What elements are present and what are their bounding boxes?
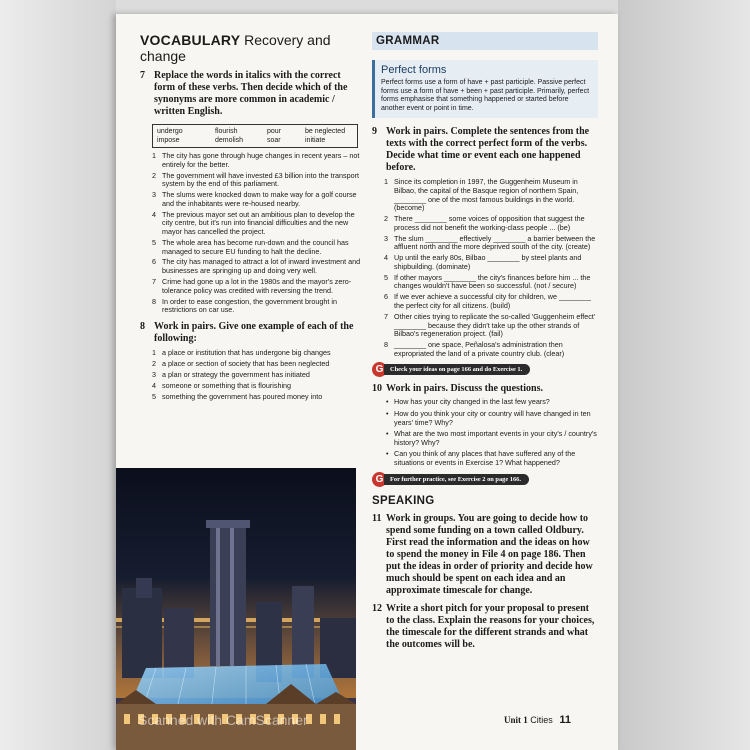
exercise-9 — [372, 126, 598, 174]
page-gutter-left — [0, 0, 116, 750]
word-box-item: initiate — [305, 137, 326, 144]
word-box-item: impose — [157, 137, 180, 144]
exercise-7-items — [152, 152, 362, 315]
list-item: • What are the two most important events in your city's / country's history? Why? — [386, 429, 597, 447]
list-item: 3 The slum ________ effectively ________ a barrier between the affluent north and the more deprived south of the city. (create) — [384, 233, 596, 252]
exercise-instruction: Work in pairs. Complete the sentences from the texts with the correct perfect form of the verbs. Decide what time or event each one happened before. — [386, 126, 590, 174]
vocabulary-subtitle: Recovery and change — [140, 32, 331, 64]
list-item: • How has your city changed in the last few years? — [386, 397, 550, 407]
list-item: 1 a place or institution that has undergone big changes — [152, 347, 331, 357]
word-box-item: demolish — [215, 137, 244, 144]
page-number: 11 — [559, 714, 571, 726]
grammar-reference-text: Check your ideas on page 166 and do Exercise 1. — [384, 364, 530, 375]
exercise-number: 8 — [140, 320, 145, 332]
word-box-item: flourish — [215, 128, 238, 135]
vocabulary-title: VOCABULARY — [140, 32, 241, 48]
list-item: 2 The government will have invested £3 billion into the transport system by the end of this parliament. — [152, 170, 359, 189]
box-text: Perfect forms use a form of have + past participle. Passive perfect forms use a form of have + been + past participle. Primarily, perfect forms emphasise that something happened or started before another event or point in time. — [381, 79, 590, 112]
word-box-item: be neglected — [305, 128, 346, 135]
list-item: 5 something the government has poured money into — [152, 391, 323, 401]
city-skyline-image — [116, 468, 356, 750]
exercise-instruction: Write a short pitch for your proposal to present to the class. Explain the reasons for your choices, the timescale for the different strands and what the outcomes will be. — [386, 602, 595, 650]
exercise-8-items — [152, 349, 362, 402]
exercise-number: 7 — [140, 70, 145, 81]
vocabulary-heading — [140, 32, 362, 64]
exercise-10-questions — [386, 398, 598, 467]
list-item: 4 Up until the early 80s, Bilbao ________ by steel plants and shipbuilding. (dominate) — [384, 253, 582, 271]
word-box — [152, 124, 358, 148]
list-item: 2 a place or section of society that has been neglected — [152, 358, 330, 368]
grammar-heading: GRAMMAR — [372, 32, 598, 50]
exercise-number: 10 — [372, 383, 382, 395]
list-item: 5 If other mayors ________ the city's finances before him ... the changes wouldn't have been so successful. (not / secure) — [384, 272, 591, 291]
list-item: 2 There ________ some voices of opposition that suggest the process did not benefit the working-class people ... (be) — [384, 214, 585, 232]
grammar-g-icon: G — [372, 472, 387, 487]
list-item: 7 Other cities trying to replicate the so-called 'Guggenheim effect' ________ because they didn't take up the other strands of Bilbao's regeneration project. (fail) — [384, 312, 596, 339]
word-box-item: undergo — [157, 128, 183, 135]
unit-section: Cities — [530, 715, 553, 725]
exercise-number: 9 — [372, 126, 377, 138]
list-item: 6 The city has managed to attract a lot of inward investment and businesses are springing up and doing very well. — [152, 257, 361, 276]
exercise-9-items — [384, 178, 598, 358]
list-item: 4 The previous mayor set out an ambitious plan to develop the city centre, but it's run into financial difficulties and the new mayor has cancelled the project. — [152, 209, 355, 236]
speaking-heading: SPEAKING — [372, 494, 435, 507]
list-item: 3 The slums were knocked down to make way for a golf course and the inhabitants were re-housed nearby. — [152, 190, 357, 208]
exercise-7 — [140, 70, 362, 118]
exercise-8 — [140, 321, 362, 345]
list-item: 8 In order to ease congestion, the government brought in restrictions on car use. — [152, 296, 338, 315]
left-column — [140, 32, 362, 404]
list-item: 5 The whole area has become run-down and the council has managed to secure EU funding to halt the decline. — [152, 237, 349, 256]
list-item: 1 The city has gone through huge changes in recent years – not entirely for the better. — [152, 151, 360, 169]
right-column — [372, 32, 598, 651]
word-box-item: pour — [267, 128, 282, 135]
list-item: 7 Crime had gone up a lot in the 1980s and the mayor's zero-tolerance policy was credited with reversing the trend. — [152, 277, 352, 295]
grammar-g-icon: G — [372, 362, 387, 377]
page-footer — [504, 714, 571, 726]
exercise-instruction: Replace the words in italics with the correct form of these verbs. Then decide which of the synonyms are more common in academic / written English. — [154, 70, 348, 117]
page-edge-right — [618, 0, 750, 750]
list-item: 4 someone or something that is flourishing — [152, 380, 292, 390]
list-item: 3 a plan or strategy the government has initiated — [152, 369, 310, 379]
word-box-item: soar — [267, 137, 281, 144]
city-night-photo — [116, 468, 356, 750]
list-item: 1 Since its completion in 1997, the Guggenheim Museum in Bilbao, the capital of the Basque region of northern Spain, ________ one of the most famous buildings in the world. (become) — [384, 177, 579, 213]
exercise-12 — [372, 603, 598, 651]
exercise-instruction: Work in pairs. Discuss the questions. — [386, 383, 543, 395]
unit-label: Unit 1 — [504, 715, 528, 725]
exercise-instruction: Work in pairs. Give one example of each of the following: — [154, 320, 354, 344]
scanner-watermark: Scanned with CamScanner — [138, 712, 308, 728]
perfect-forms-box — [372, 60, 598, 118]
grammar-reference-bar[interactable] — [372, 362, 598, 377]
exercise-instruction: Work in groups. You are going to decide how to spend some funding on a town called Oldbury. First read the information and the ideas on how to spend the money in File 4 on page 186. Then put the ideas in order of priority and decide how much should be spent on each idea and an approximate timescale for change. — [386, 512, 593, 596]
list-item: 8 ________ one space, Peñalosa's administration then expropriated the land of a private country club. (clear) — [384, 340, 565, 358]
box-title: Perfect forms — [381, 64, 447, 76]
exercise-11 — [372, 513, 598, 597]
exercise-number: 12 — [372, 602, 382, 614]
practice-reference-text: For further practice, see Exercise 2 on page 166. — [384, 474, 529, 485]
textbook-page — [116, 14, 618, 750]
exercise-10 — [372, 383, 598, 395]
list-item: 6 If we ever achieve a successful city for children, we ________ the perfect city for all citizens. (build) — [384, 292, 591, 311]
list-item: • How do you think your city or country will have changed in ten years' time? Why? — [386, 408, 591, 427]
practice-reference-bar[interactable] — [372, 472, 598, 487]
list-item: • Can you think of any places that have suffered any of the situations or events in Exercise 1? What happened? — [386, 449, 576, 467]
exercise-number: 11 — [372, 512, 382, 524]
